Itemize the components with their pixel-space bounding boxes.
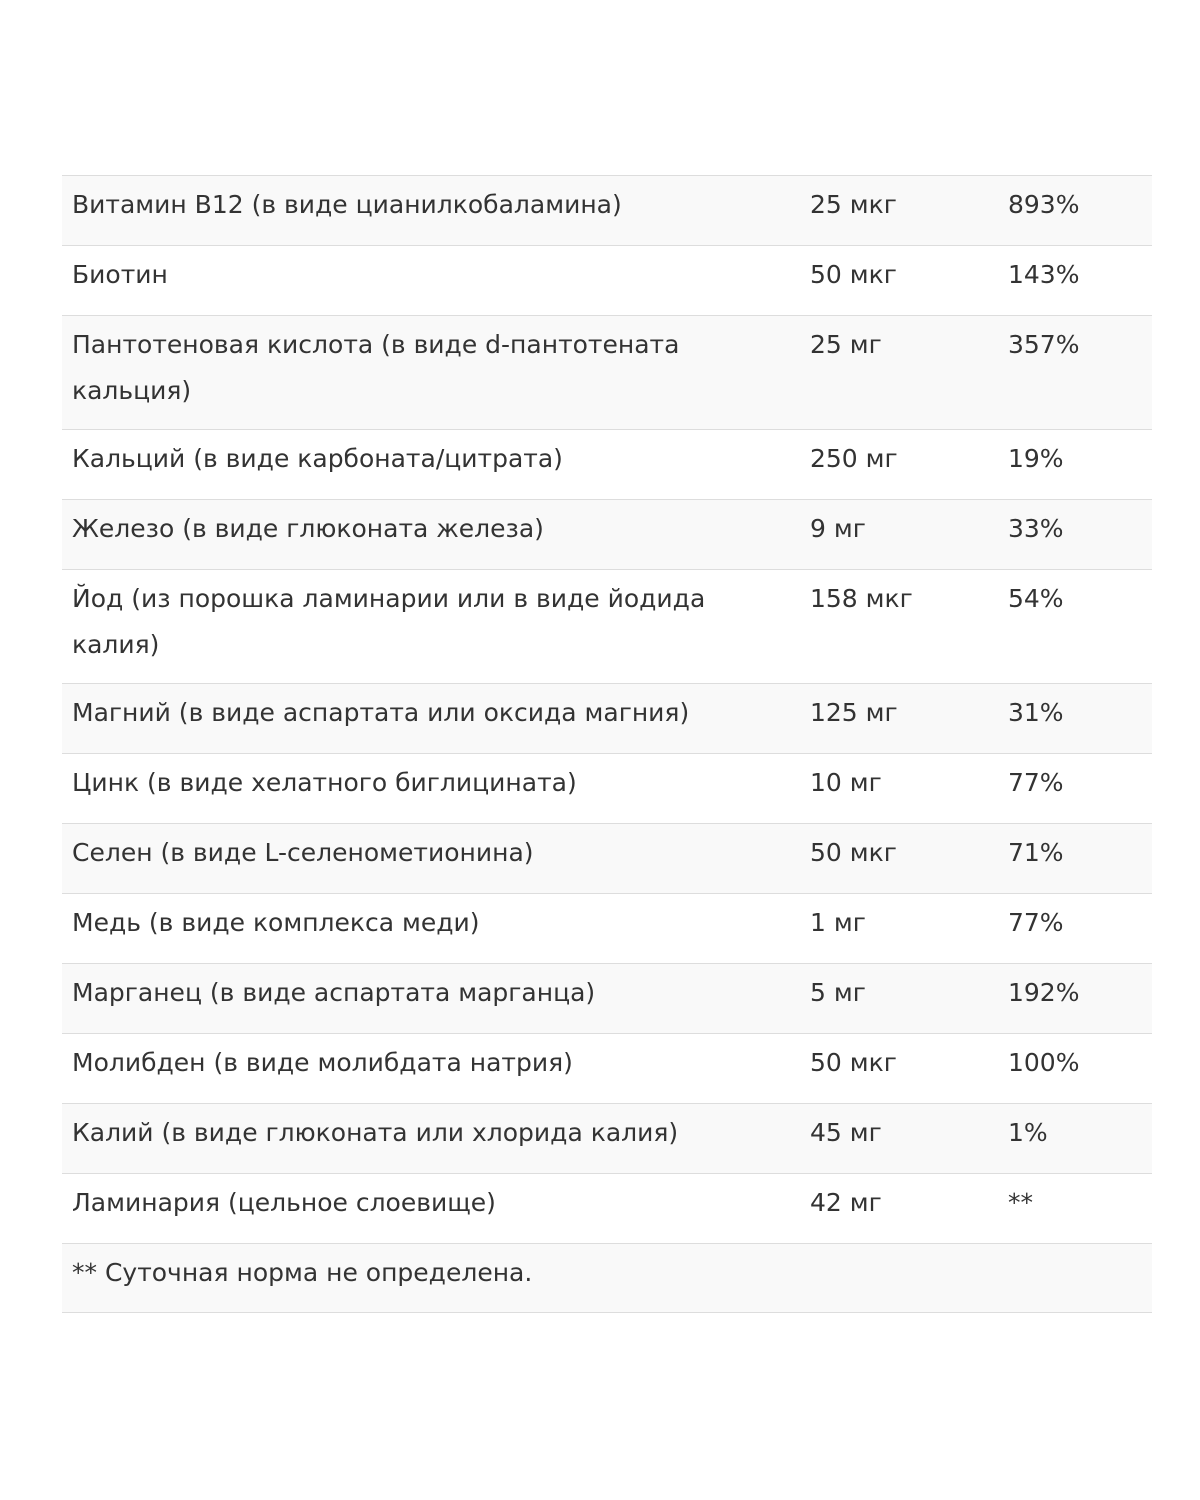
nutrient-daily-value: 19% xyxy=(1008,444,1064,473)
table-row xyxy=(62,1103,1152,1173)
nutrient-amount: 1 мг xyxy=(810,908,866,937)
nutrient-name: Калий (в виде глюконата или хлорида калия) xyxy=(72,1118,679,1147)
nutrient-name: Витамин B12 (в виде цианилкобаламина) xyxy=(72,190,622,219)
nutrient-amount: 25 мкг xyxy=(810,190,897,219)
table-row xyxy=(62,683,1152,753)
nutrient-daily-value: 893% xyxy=(1008,190,1080,219)
nutrient-name: Селен (в виде L-селенометионина) xyxy=(72,838,534,867)
nutrient-name: Железо (в виде глюконата железа) xyxy=(72,514,544,543)
nutrient-daily-value: 357% xyxy=(1008,330,1080,359)
table-row xyxy=(62,823,1152,893)
nutrient-amount: 25 мг xyxy=(810,330,882,359)
nutrition-table xyxy=(62,175,1152,1313)
table-row xyxy=(62,753,1152,823)
nutrient-daily-value: ** xyxy=(1008,1188,1033,1217)
nutrient-daily-value: 71% xyxy=(1008,838,1064,867)
nutrient-name: Марганец (в виде аспартата марганца) xyxy=(72,978,596,1007)
nutrient-name: Пантотеновая кислота (в виде d-пантотената кальция) xyxy=(72,330,680,405)
nutrient-amount: 10 мг xyxy=(810,768,882,797)
nutrient-name: Магний (в виде аспартата или оксида магния) xyxy=(72,698,690,727)
table-row xyxy=(62,245,1152,315)
nutrient-daily-value: 77% xyxy=(1008,908,1064,937)
nutrient-amount: 5 мг xyxy=(810,978,866,1007)
nutrient-amount: 9 мг xyxy=(810,514,866,543)
nutrient-amount: 50 мкг xyxy=(810,838,897,867)
table-footnote-row xyxy=(62,1243,1152,1313)
nutrient-name: Йод (из порошка ламинарии или в виде йодида калия) xyxy=(72,584,706,659)
nutrient-daily-value: 143% xyxy=(1008,260,1080,289)
nutrient-amount: 42 мг xyxy=(810,1188,882,1217)
nutrient-amount: 50 мкг xyxy=(810,260,897,289)
table-row xyxy=(62,429,1152,499)
nutrient-daily-value: 192% xyxy=(1008,978,1080,1007)
nutrient-daily-value: 31% xyxy=(1008,698,1064,727)
nutrient-name: Медь (в виде комплекса меди) xyxy=(72,908,480,937)
table-row xyxy=(62,1173,1152,1243)
nutrient-daily-value: 33% xyxy=(1008,514,1064,543)
table-row xyxy=(62,175,1152,245)
table-row xyxy=(62,315,1152,429)
nutrient-amount: 50 мкг xyxy=(810,1048,897,1077)
nutrient-amount: 250 мг xyxy=(810,444,898,473)
nutrient-daily-value: 54% xyxy=(1008,584,1064,613)
nutrient-amount: 45 мг xyxy=(810,1118,882,1147)
nutrient-name: Ламинария (цельное слоевище) xyxy=(72,1188,496,1217)
nutrient-name: Биотин xyxy=(72,260,168,289)
table-row xyxy=(62,893,1152,963)
table-row xyxy=(62,569,1152,683)
table-row xyxy=(62,1033,1152,1103)
nutrient-name: Цинк (в виде хелатного биглицината) xyxy=(72,768,577,797)
nutrient-amount: 125 мг xyxy=(810,698,898,727)
footnote: ** Суточная норма не определена. xyxy=(72,1258,533,1287)
nutrient-daily-value: 100% xyxy=(1008,1048,1080,1077)
table-row xyxy=(62,963,1152,1033)
nutrient-amount: 158 мкг xyxy=(810,584,913,613)
table-row xyxy=(62,499,1152,569)
nutrient-name: Кальций (в виде карбоната/цитрата) xyxy=(72,444,563,473)
nutrient-daily-value: 1% xyxy=(1008,1118,1048,1147)
nutrient-name: Молибден (в виде молибдата натрия) xyxy=(72,1048,573,1077)
nutrient-daily-value: 77% xyxy=(1008,768,1064,797)
